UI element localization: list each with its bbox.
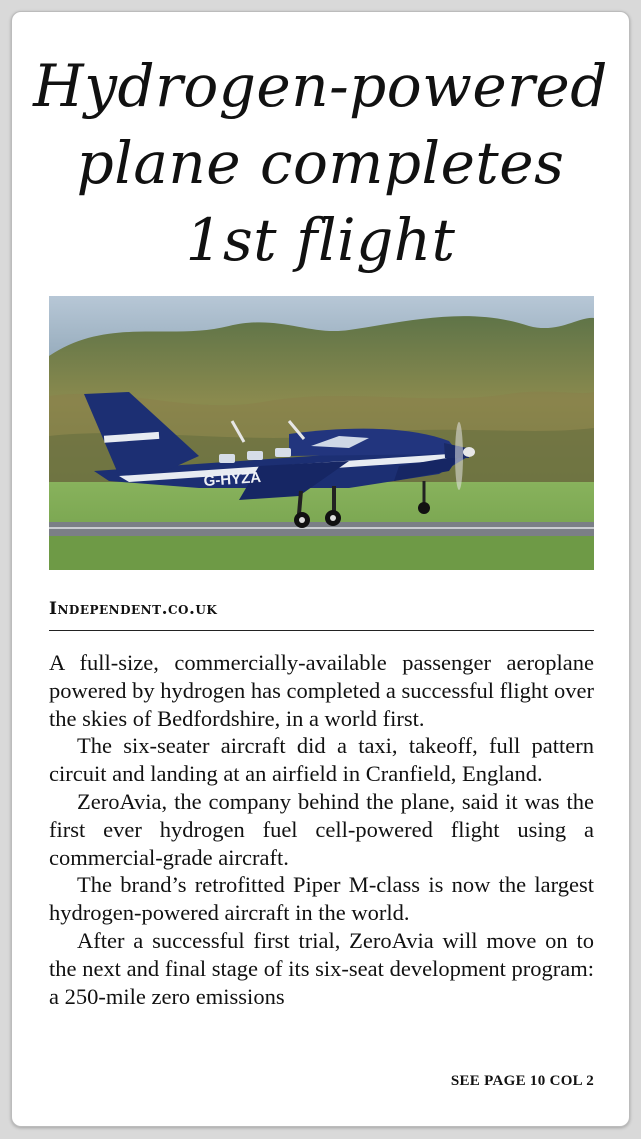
- headline: [12, 48, 629, 279]
- see-page-link[interactable]: SEE PAGE 10 COL 2: [450, 1073, 594, 1089]
- source-label: Independent.co.uk: [49, 599, 218, 619]
- paragraph-1: A full-size, commercially-available passenger aeroplane powered by hydrogen has completed a successful flight over the skies of Bedfordshire, in a world first.: [49, 650, 594, 731]
- article-body: [49, 649, 594, 1010]
- plane-photo: [49, 296, 594, 570]
- headline-line-2: plane completes: [76, 129, 565, 197]
- article-card: [11, 11, 630, 1127]
- divider: [49, 630, 594, 631]
- paragraph-2: The six-seater aircraft did a taxi, takeoff, full pattern circuit and landing at an airfield in Cranfield, England.: [49, 733, 594, 787]
- headline-line-1: Hydrogen-powered: [33, 52, 608, 120]
- paragraph-4: The brand’s retrofitted Piper M-class is now the largest hydrogen-powered aircraft in the world.: [49, 872, 594, 926]
- paragraph-3: ZeroAvia, the company behind the plane, said it was the first ever hydrogen fuel cell-powered flight using a commercial-grade aircraft.: [49, 788, 594, 870]
- paragraph-5: After a successful first trial, ZeroAvia will move on to the next and final stage of its six-seat development program: a 250-mile zero emissions: [49, 927, 594, 1009]
- plane-illustration: [49, 296, 594, 570]
- registration-mark: G-HYZA: [203, 469, 262, 490]
- headline-line-3: 1st flight: [185, 206, 456, 274]
